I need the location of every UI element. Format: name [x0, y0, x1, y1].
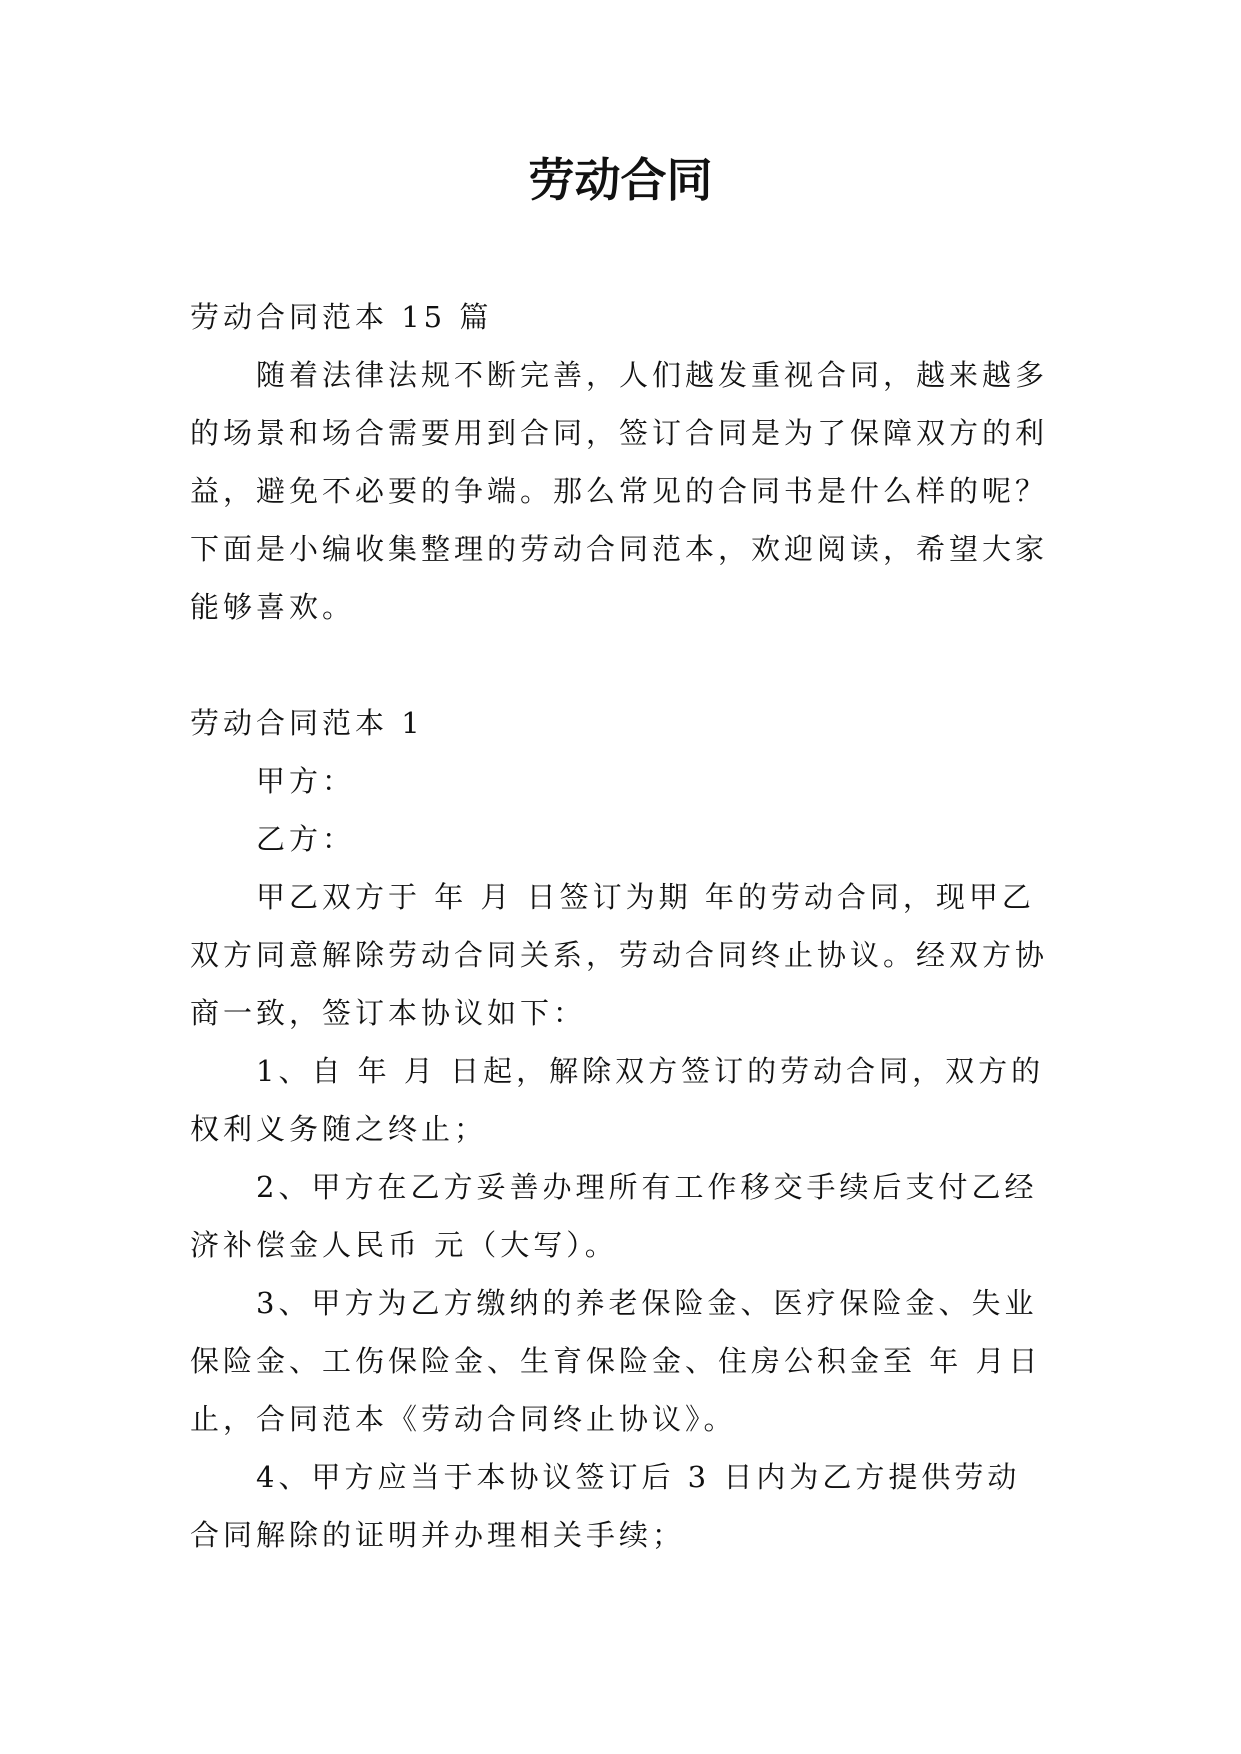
clause-2: 2、甲方在乙方妥善办理所有工作移交手续后支付乙经济补偿金人民币 元（大写）。: [190, 1170, 1038, 1262]
clause-4: 4、甲方应当于本协议签订后 3 日内为乙方提供劳动合同解除的证明并办理相关手续；: [190, 1460, 1021, 1552]
document-body: [190, 288, 1050, 1564]
intro-paragraph: 随着法律法规不断完善，人们越发重视合同，越来越多的场景和场合需要用到合同，签订合同是为了保障双方的利益，避免不必要的争端。那么常见的合同书是什么样的呢？下面是小编收集整理的劳动合同范本，欢迎阅读，希望大家能够喜欢。: [190, 358, 1049, 624]
party-a-line: 甲方：: [256, 764, 356, 798]
clause-3: 3、甲方为乙方缴纳的养老保险金、医疗保险金、失业保险金、工伤保险金、生育保险金、住房公积金至 年 月日止，合同范本《劳动合同终止协议》。: [190, 1286, 1042, 1436]
section-heading: 劳动合同范本 1: [190, 706, 424, 740]
preamble-paragraph: 甲乙双方于 年 月 日签订为期 年的劳动合同，现甲乙双方同意解除劳动合同关系，劳动合同终止协议。经双方协商一致，签订本协议如下：: [190, 880, 1049, 1030]
subtitle: 劳动合同范本 15 篇: [190, 300, 493, 334]
clause-1: 1、自 年 月 日起，解除双方签订的劳动合同，双方的权利义务随之终止；: [190, 1054, 1045, 1146]
party-b-line: 乙方：: [256, 822, 356, 856]
paragraph-gap: [190, 636, 1050, 694]
document-title: 劳动合同: [528, 153, 713, 207]
